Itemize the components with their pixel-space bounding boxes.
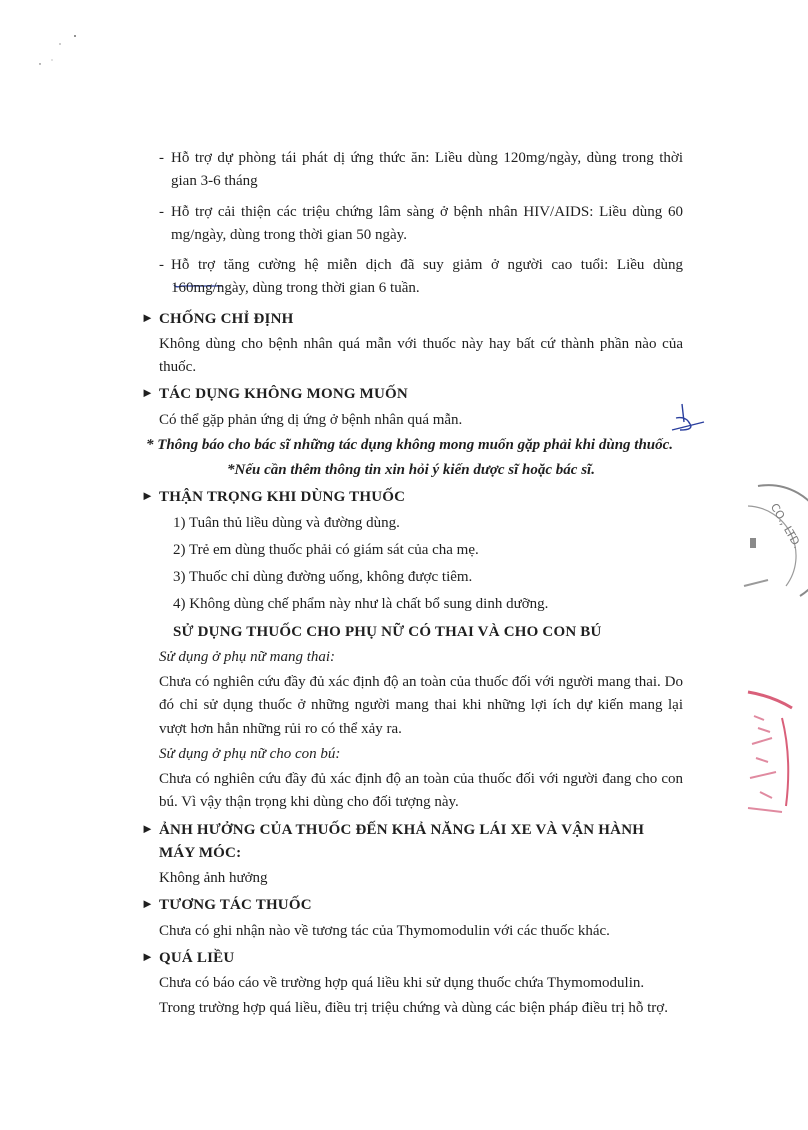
breastfeeding-body: Chưa có nghiên cứu đầy đủ xác định độ an toàn của thuốc đối với người đang cho con bú. Vì vậy thận trọng khi dùng cho đối tượng này.: [159, 771, 683, 811]
section-heading: [143, 947, 683, 970]
precautions-section: [143, 486, 683, 814]
list-item-text: Hỗ trợ tăng cường hệ miễn dịch đã suy giảm ở người cao tuổi: Liều dùng 160mg/ngày, dùng trong thời gian 6 tuần.: [171, 257, 683, 297]
list-item-text: Hỗ trợ dự phòng tái phát dị ứng thức ăn: Liều dùng 120mg/ngày, dùng trong thời gian 3-6 tháng: [171, 150, 683, 190]
section-body-text: Không ảnh hưởng: [159, 870, 268, 886]
usage-bullet-list: [143, 147, 683, 301]
section-body-text: Chưa có ghi nhận nào về tương tác của Thymomodulin với các thuốc khác.: [159, 922, 610, 939]
list-item: - Hỗ trợ cải thiện các triệu chứng lâm sàng ở bệnh nhân HIV/AIDS: Liều dùng 60 mg/ngày, dùng trong thời gian 50 ngày.: [159, 203, 683, 243]
section-heading: [143, 383, 683, 406]
arrow-icon: ►: [141, 488, 155, 504]
arrow-icon: ►: [141, 948, 155, 964]
list-item: 2) Trẻ em dùng thuốc phải có giám sát của cha mẹ.: [173, 541, 479, 558]
document-content: [143, 147, 683, 1023]
driving-section: [143, 819, 683, 891]
section-body-text: Có thể gặp phản ứng dị ứng ở bệnh nhân quá mẫn.: [159, 411, 463, 428]
breastfeeding-label: Sử dụng ở phụ nữ cho con bú:: [159, 745, 341, 762]
heading-text: THẬN TRỌNG KHI DÙNG THUỐC: [159, 489, 406, 506]
info-notice: *Nếu cần thêm thông tin xin hỏi ý kiến dược sĩ hoặc bác sĩ.: [227, 462, 595, 478]
precautions-list: [173, 512, 683, 617]
heading-text: QUÁ LIỀU: [159, 949, 235, 966]
heading-text: TƯƠNG TÁC THUỐC: [159, 897, 312, 914]
heading-text: ẢNH HƯỞNG CỦA THUỐC ĐẾN KHẢ NĂNG LÁI XE VÀ VẬN HÀNH MÁY MÓC:: [159, 821, 645, 861]
contraindications-section: [143, 308, 683, 380]
heading-text: CHỐNG CHỈ ĐỊNH: [159, 310, 294, 327]
section-body-text: Chưa có báo cáo về trường hợp quá liều khi sử dụng thuốc chứa Thymomodulin.: [159, 975, 645, 991]
list-item-text: Hỗ trợ cải thiện các triệu chứng lâm sàng ở bệnh nhân HIV/AIDS: Liều dùng 60 mg/ngày, dùng trong thời gian 50 ngày.: [171, 203, 683, 243]
pregnant-label: Sử dụng ở phụ nữ mang thai:: [159, 648, 336, 665]
company-stamp: [738, 476, 808, 616]
overdose-section: [143, 947, 683, 1021]
arrow-icon: ►: [141, 385, 155, 401]
interactions-section: [143, 894, 683, 943]
pregnant-body: Chưa có nghiên cứu đầy đủ xác định độ an toàn của thuốc đối với người mang thai. Do đó chỉ sử dụng thuốc ở những người mang thai khi những lợi ích dự kiến mang lại vượt hơn hẳn những rủi ro có thể xảy ra.: [159, 674, 683, 737]
heading-text: TÁC DỤNG KHÔNG MONG MUỐN: [159, 386, 408, 403]
pregnancy-heading: SỬ DỤNG THUỐC CHO PHỤ NỮ CÓ THAI VÀ CHO CON BÚ: [173, 623, 602, 640]
scan-specks: [30, 30, 90, 70]
arrow-icon: ►: [141, 820, 155, 836]
list-item: 4) Không dùng chế phẩm này như là chất bổ sung dinh dưỡng.: [173, 596, 549, 613]
section-body-text: Không dùng cho bệnh nhân quá mẫn với thuốc này hay bất cứ thành phần nào của thuốc.: [159, 335, 683, 375]
side-effects-section: [143, 383, 683, 482]
section-heading: [143, 819, 683, 866]
section-heading: [143, 308, 683, 331]
arrow-icon: ►: [141, 309, 155, 325]
stamp-text: CO., LTD.: [767, 501, 804, 551]
section-heading: [143, 894, 683, 917]
list-item: - Hỗ trợ dự phòng tái phát dị ứng thức ăn: Liều dùng 120mg/ngày, dùng trong thời gian 3-6 tháng: [159, 150, 683, 190]
section-heading: [143, 486, 683, 509]
section-body-text: Trong trường hợp quá liều, điều trị triệu chứng và dùng các biện pháp điều trị hỗ trợ.: [159, 1000, 668, 1017]
red-stamp-fragment: [742, 688, 799, 818]
list-item: 1) Tuân thủ liều dùng và đường dùng.: [173, 514, 400, 531]
list-item: - Hỗ trợ tăng cường hệ miễn dịch đã suy giảm ở người cao tuổi: Liều dùng 160mg/ngày, dùng trong thời gian 6 tuần.: [159, 257, 683, 297]
doctor-notice: * Thông báo cho bác sĩ những tác dụng không mong muốn gặp phải khi dùng thuốc.: [146, 436, 674, 453]
list-item: 3) Thuốc chỉ dùng đường uống, không được tiêm.: [173, 569, 473, 585]
arrow-icon: ►: [141, 896, 155, 912]
